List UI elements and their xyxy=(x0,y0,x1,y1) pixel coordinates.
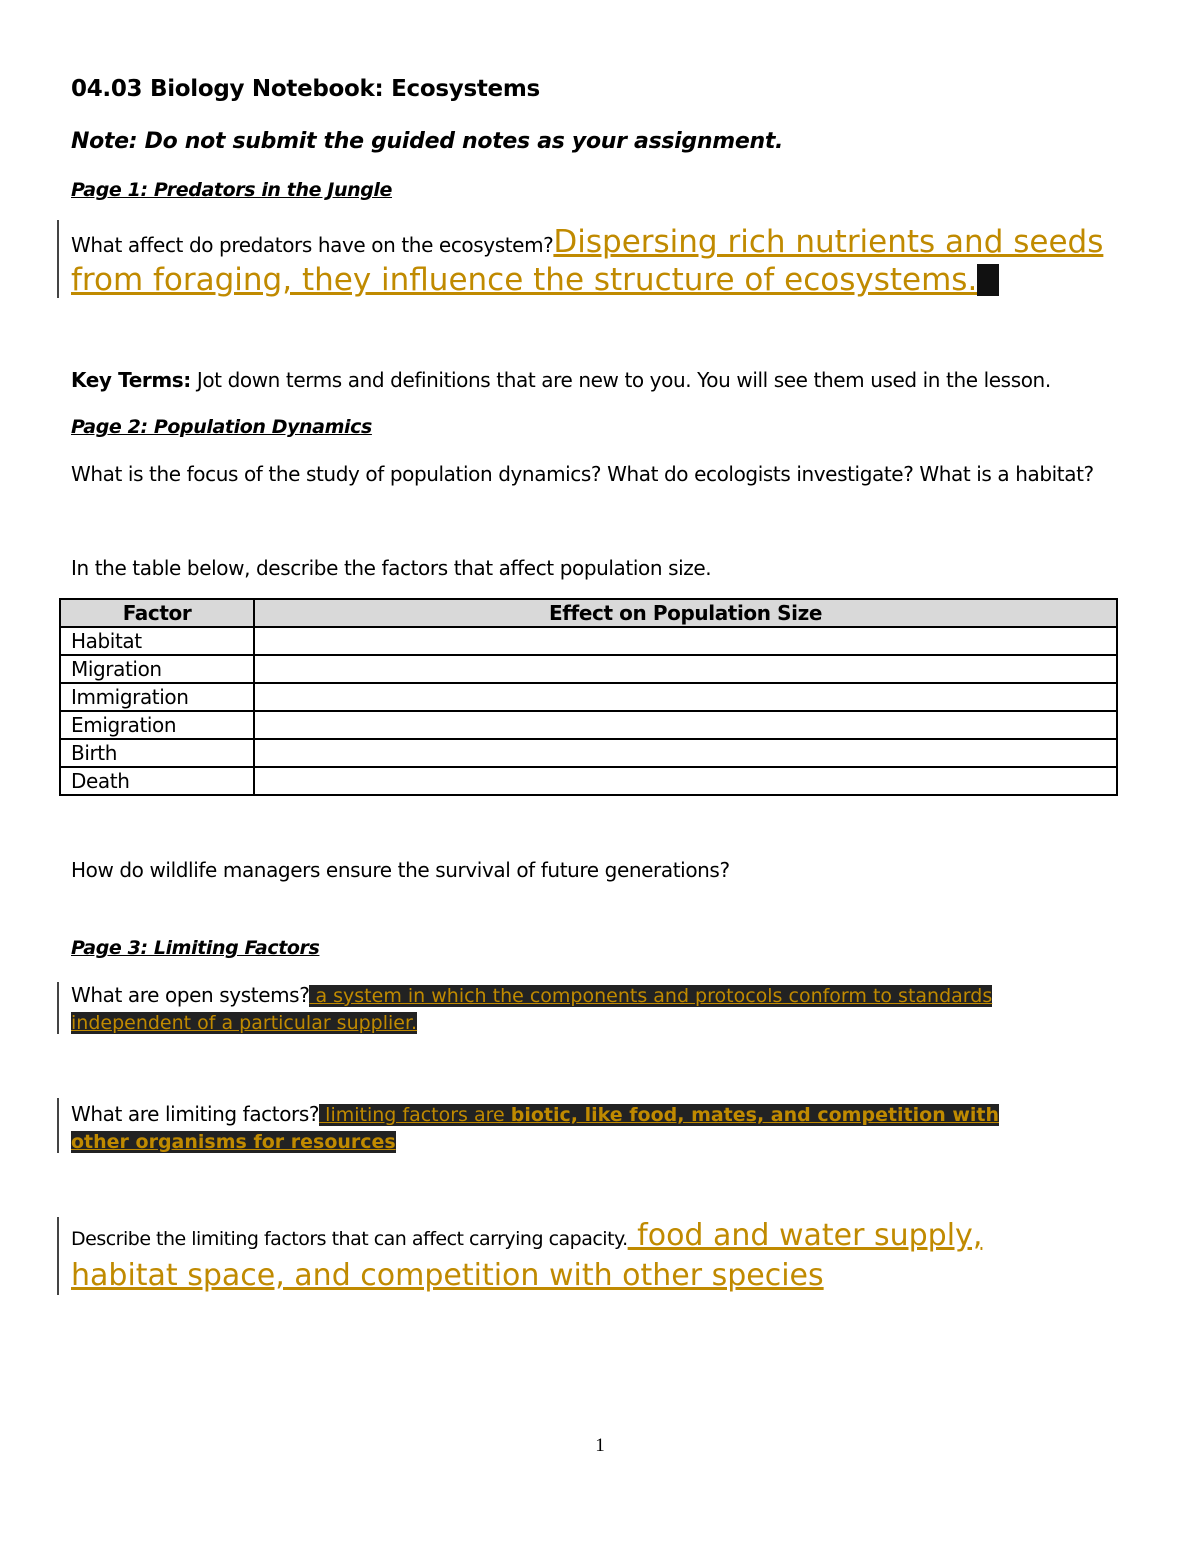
limiting-factors-answer-plain: limiting factors are xyxy=(319,1104,511,1126)
comment-bar xyxy=(57,982,59,1034)
page1-heading: Page 1: Predators in the Jungle xyxy=(71,179,393,201)
table-header-row xyxy=(60,599,1117,627)
page2-heading: Page 2: Population Dynamics xyxy=(71,416,372,438)
effect-cell[interactable] xyxy=(254,655,1117,683)
factor-cell: Habitat xyxy=(60,627,254,655)
factors-table xyxy=(59,598,1118,796)
page-number: 1 xyxy=(595,1435,605,1456)
page2-question: What is the focus of the study of population dynamics? What do ecologists investigate? What is a habitat? xyxy=(71,462,1094,486)
limiting-factors-question: What are limiting factors? xyxy=(71,1102,320,1126)
limiting-factors-answer-2: other organisms for resources xyxy=(71,1131,396,1153)
effect-cell[interactable] xyxy=(254,683,1117,711)
factor-cell: Emigration xyxy=(60,711,254,739)
carrying-capacity-answer-1: food and water supply, xyxy=(627,1218,983,1253)
carrying-capacity-line2 xyxy=(71,1258,824,1293)
effect-cell[interactable] xyxy=(254,711,1117,739)
header-effect: Effect on Population Size xyxy=(254,599,1117,627)
open-systems-line1 xyxy=(71,983,992,1007)
table-row xyxy=(60,627,1117,655)
page1-question-line xyxy=(71,224,1103,260)
table-row xyxy=(60,683,1117,711)
open-systems-question: What are open systems? xyxy=(71,983,310,1007)
open-systems-answer-1: a system in which the components and protocols conform to standards xyxy=(309,985,993,1007)
key-terms-label: Key Terms: xyxy=(71,368,191,392)
limiting-factors-line1 xyxy=(71,1102,999,1126)
key-terms-line xyxy=(71,368,1051,392)
wildlife-question: How do wildlife managers ensure the survival of future generations? xyxy=(71,858,730,882)
open-systems-line2 xyxy=(71,1010,417,1034)
table-intro: In the table below, describe the factors that affect population size. xyxy=(71,556,712,580)
key-terms-text: Jot down terms and definitions that are new to you. You will see them used in the lesson. xyxy=(190,368,1051,392)
table-row xyxy=(60,711,1117,739)
table-row xyxy=(60,655,1117,683)
open-systems-answer-2: independent of a particular supplier. xyxy=(71,1012,418,1034)
table-row xyxy=(60,739,1117,767)
factor-cell: Birth xyxy=(60,739,254,767)
page1-question: What affect do predators have on the ecosystem? xyxy=(71,233,554,257)
page3-heading: Page 3: Limiting Factors xyxy=(71,937,320,959)
factor-cell: Migration xyxy=(60,655,254,683)
comment-bar xyxy=(57,1098,59,1153)
factor-cell: Immigration xyxy=(60,683,254,711)
factor-cell: Death xyxy=(60,767,254,795)
page1-answer-line2: from foraging, they influence the structure of ecosystems. xyxy=(71,262,978,298)
page1-answer-line1: Dispersing rich nutrients and seeds xyxy=(553,224,1104,260)
effect-cell[interactable] xyxy=(254,767,1117,795)
header-factor: Factor xyxy=(60,599,254,627)
effect-cell[interactable] xyxy=(254,739,1117,767)
table-row xyxy=(60,767,1117,795)
page1-answer-line xyxy=(71,262,999,298)
effect-cell[interactable] xyxy=(254,627,1117,655)
comment-bar xyxy=(57,1217,59,1295)
carrying-capacity-line1 xyxy=(71,1218,982,1253)
limiting-factors-answer-bold: biotic, like food, mates, and competition with xyxy=(510,1104,1000,1126)
comment-bar xyxy=(57,220,59,298)
highlight-mark xyxy=(977,264,999,296)
limiting-factors-line2 xyxy=(71,1129,396,1153)
carrying-capacity-answer-2: habitat space, and competition with other species xyxy=(71,1258,824,1293)
carrying-capacity-question: Describe the limiting factors that can affect carrying capacity. xyxy=(71,1228,628,1250)
document-title: 04.03 Biology Notebook: Ecosystems xyxy=(71,76,540,102)
assignment-note: Note: Do not submit the guided notes as your assignment. xyxy=(71,129,784,154)
